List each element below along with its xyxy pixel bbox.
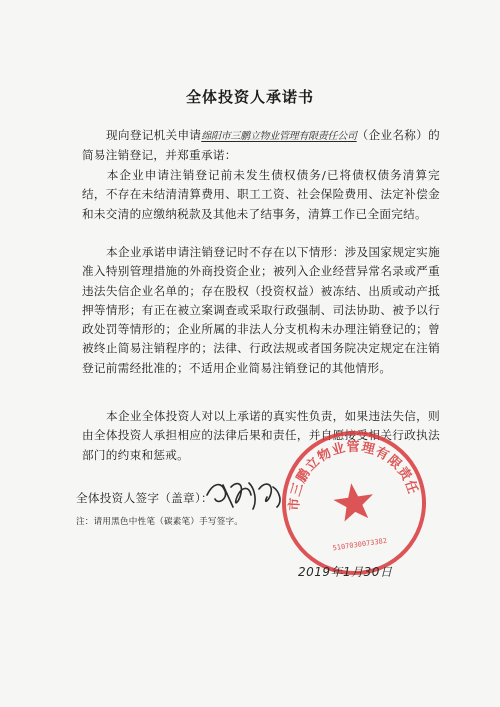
date-handwritten: 2019年1月30日 [298,565,393,579]
company-seal [278,427,430,579]
handwritten-signature [203,475,289,515]
exclusions-text: 本企业承诺申请注销登记时不存在以下情形：涉及国家规定实施准入特别管理措施的外商投资企业；被列入企业经营异常名录或严重违法失信企业名单的；存在股权（投资权益）被冻结、出质或动产抵押等情形；有正在被立案调查或采取行政强制、司法协助、被予以行政处罚等情形的；企业所属的非法人分支机构未办理注销登记的；曾被终止简易注销程序的；法律、行政法规或者国务院决定规定在注销登记前需经批准的；不适用企业简易注销登记的其他情形。 [82,245,440,375]
application-suffix: （企业名称）的简易注销登记，并郑重承诺： [82,128,441,163]
paragraph-exclusions [82,243,440,378]
signature-label: 全体投资人签字（盖章）： [76,491,213,505]
seal-text: 绵阳市三鹏立物业管理有限责任公司 [287,439,421,512]
document-title: 全体投资人承诺书 [185,88,314,106]
debts-settled-text: 本企业申请注销登记前未发生债权债务/已将债权债务清算完结，不存在未结清清算费用、职工工资、社会保险费用、法定补偿金和未交清的应缴纳税款及其他未了结事务，清算工作已全面完结。 [82,168,440,221]
paragraph-debts-settled [82,166,440,224]
seal-star-icon [331,480,376,522]
responsibility-text: 本企业全体投资人对以上承诺的真实性负责，如果违法失信，则由全体投资人承担相应的法律后果和责任，并自愿接受相关行政执法部门的约束和惩戒。 [82,409,440,462]
seal-number: 5107030073382 [332,536,388,553]
application-prefix: 现向登记机关申请 [106,128,202,142]
company-name-handwritten: 绵阳市三鹏立物业管理有限责任公司 [201,131,357,142]
paragraph-application [82,126,440,166]
signature-note: 注：请用黑色中性笔（碳素笔）手写签字。 [76,517,244,527]
